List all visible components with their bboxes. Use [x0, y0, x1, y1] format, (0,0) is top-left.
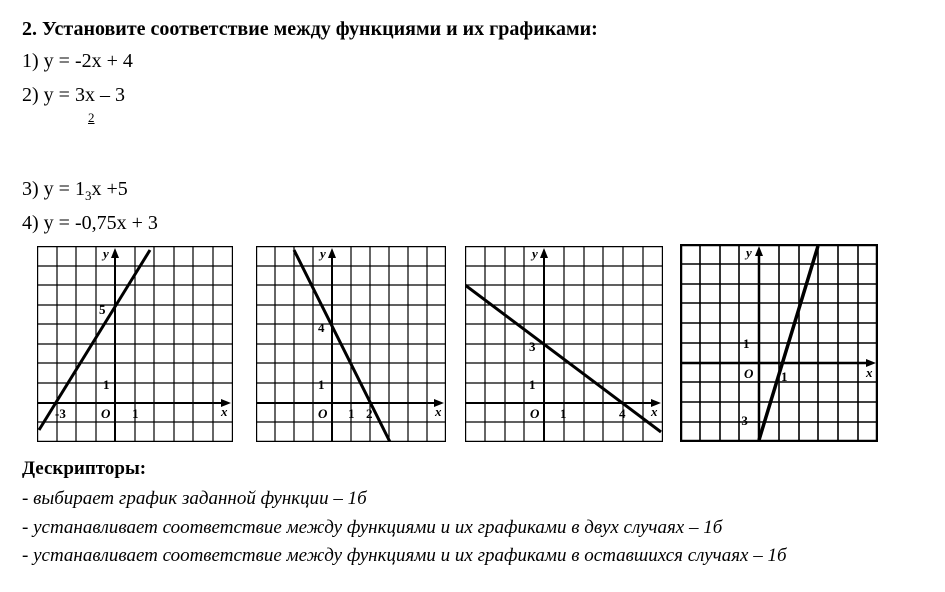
- y-axis-arrow: [755, 246, 763, 256]
- function-number: 3): [22, 178, 39, 200]
- tick-label: 1: [103, 377, 110, 392]
- fraction-denominator: 2: [88, 110, 95, 125]
- graph-1: [37, 246, 233, 442]
- x-axis-label: x: [866, 365, 873, 380]
- function-subscript: 3: [84, 188, 92, 203]
- graph-4-svg: [680, 244, 878, 442]
- origin-label: O: [744, 366, 754, 381]
- origin-label: O: [530, 406, 540, 421]
- function-formula-part: y = 1: [43, 178, 85, 200]
- y-axis-arrow: [540, 248, 548, 258]
- function-formula-part: x +5: [91, 178, 128, 200]
- tick-label: 1: [743, 336, 750, 351]
- function-2: [22, 84, 125, 107]
- descriptors-heading: Дескрипторы:: [22, 458, 147, 479]
- graph-1-svg: [37, 246, 233, 442]
- tick-label: 3: [529, 339, 536, 354]
- tick-label: 5: [99, 302, 106, 317]
- tick-label: -3: [737, 413, 748, 428]
- tick-label: 4: [619, 406, 626, 421]
- tick-label: 1: [529, 377, 536, 392]
- y-axis-arrow: [111, 248, 119, 258]
- graph-4: [680, 244, 878, 442]
- tick-label: 4: [318, 320, 325, 335]
- tick-label: 2: [366, 406, 373, 421]
- function-formula: y = -2x + 4: [43, 50, 133, 72]
- function-3: [22, 178, 128, 204]
- function-line: [294, 250, 390, 442]
- task-title: 2. Установите соответствие между функциями и их графиками:: [22, 18, 598, 40]
- tick-label: 1: [560, 406, 567, 421]
- y-axis-arrow: [328, 248, 336, 258]
- function-formula: y = 3x – 3: [43, 84, 125, 106]
- x-axis-label: x: [221, 404, 228, 419]
- origin-label: O: [101, 406, 111, 421]
- x-axis-label: x: [651, 404, 658, 419]
- graph-2: [256, 246, 446, 442]
- tick-label: 1: [318, 377, 325, 392]
- graph-3-svg: [465, 246, 663, 442]
- descriptor-item: - выбирает график заданной функции – 1б: [22, 488, 367, 509]
- tick-label: 1: [348, 406, 355, 421]
- tick-label: -3: [55, 406, 66, 421]
- descriptor-item: - устанавливает соответствие между функциями и их графиками в оставшихся случаях – 1б: [22, 545, 787, 566]
- function-4: [22, 212, 158, 235]
- function-1: [22, 50, 133, 73]
- origin-label: O: [318, 406, 328, 421]
- function-number: 4): [22, 212, 39, 234]
- function-number: 1): [22, 50, 39, 72]
- y-axis-label: y: [103, 246, 109, 261]
- function-number: 2): [22, 84, 39, 106]
- tick-label: 1: [781, 369, 788, 384]
- descriptor-item: - устанавливает соответствие между функциями и их графиками в двух случаях – 1б: [22, 517, 723, 538]
- y-axis-label: y: [532, 246, 538, 261]
- graph-2-svg: [256, 246, 446, 442]
- tick-label: 1: [132, 406, 139, 421]
- function-formula: y = -0,75x + 3: [43, 212, 158, 234]
- y-axis-label: y: [320, 246, 326, 261]
- x-axis-label: x: [435, 404, 442, 419]
- y-axis-label: y: [746, 245, 752, 260]
- graph-3: [465, 246, 663, 442]
